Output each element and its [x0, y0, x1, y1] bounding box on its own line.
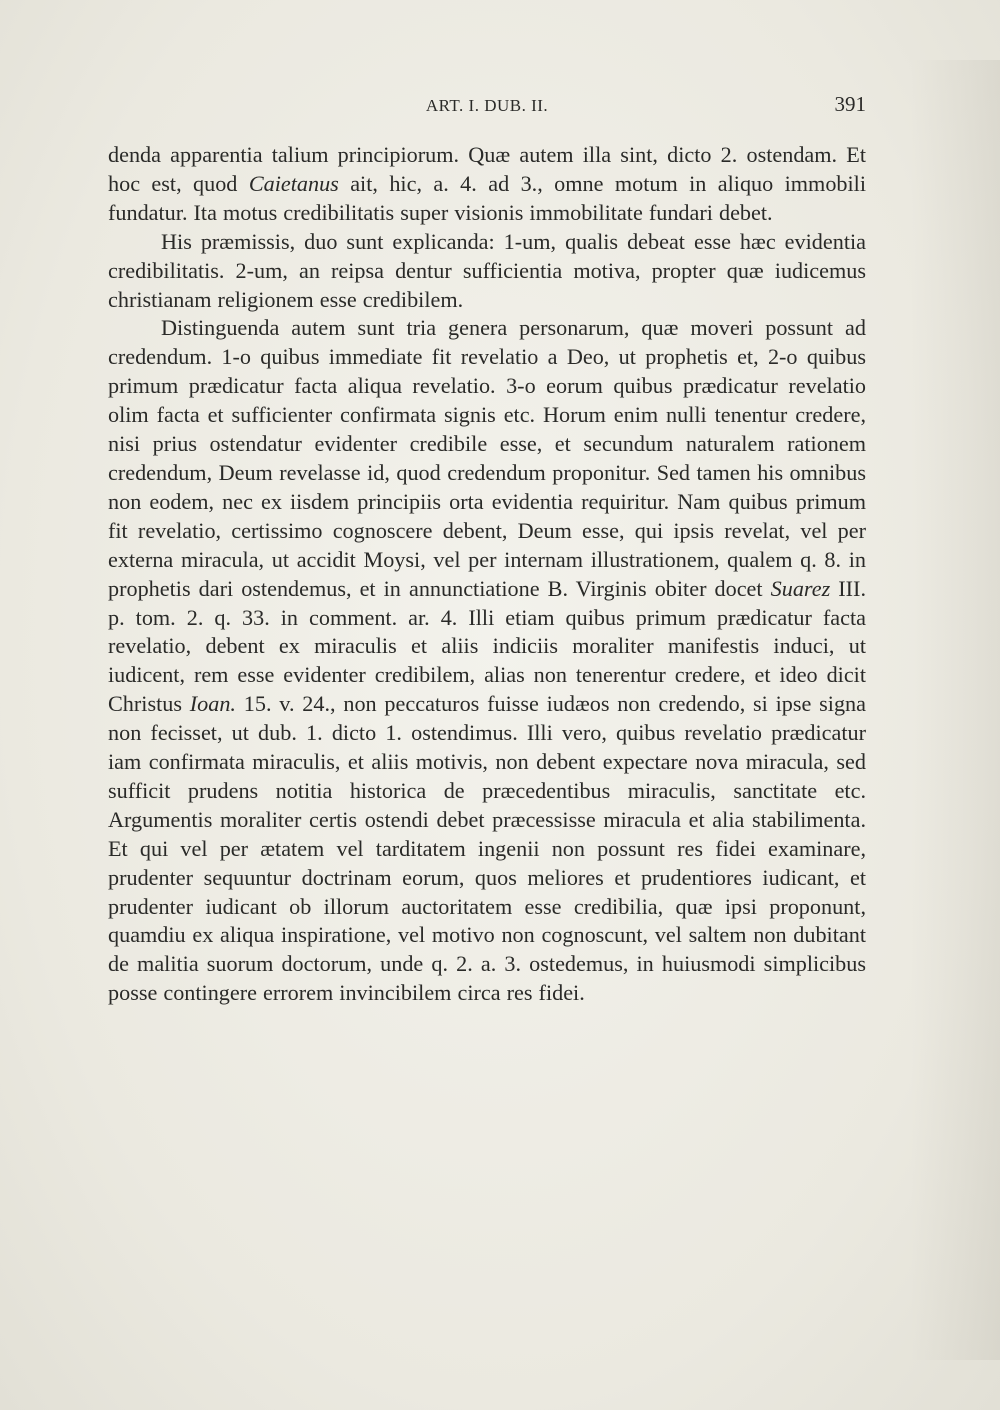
text-run: Distinguenda autem sunt tria genera personarum, quæ moveri possunt ad credendum. 1-o quibus immediate fit revelatio a Deo, ut prophetis et, 2-o quibus primum prædicatur facta aliqua revelatio. 3-o eorum quibus prædicatur revelatio olim facta et sufficienter confirmata signis etc. Horum enim nulli tenentur credere, nisi prius ostendatur evidenter credibile esse, et secundum naturalem rationem credendum, Deum revelasse id, quod credendum proponitur. Sed tamen his omnibus non eodem, nec ex iisdem principiis orta evidentia requiritur. Nam quibus primum fit revelatio, certissimo cognoscere debent, Deum esse, qui ipsis revelat, vel per externa miracula, ut accidit Moysi, vel per internam illustrationem, qualem q. 8. in prophetis dari ostendemus, et in annunctiatione B. Virginis obiter docet: [108, 315, 866, 601]
italic-reference: Caietanus: [248, 170, 339, 196]
paragraph: [108, 141, 866, 228]
text-run: ait, hic, a. 4. ad 3., omne motum in aliquo immobili fundatur. Ita motus credibilitatis super visionis immobilitate fundari debet.: [108, 170, 866, 225]
paragraph: [108, 228, 866, 315]
text-run: His præmissis, duo sunt explicanda: 1-um, qualis debeat esse hæc evidentia credibilitatis. 2-um, an reipsa dentur sufficientia motiva, propter quæ iudicemus christianam religionem esse credibilem.: [108, 228, 866, 312]
paragraph: [108, 314, 866, 1008]
bleed-through-shadow: [910, 60, 1000, 1360]
text-run: III. p. tom. 2. q. 33. in comment. ar. 4. Illi etiam quibus primum prædicatur facta revelatio, debent ex miraculis et aliis indiciis moraliter manifestis induci, ut iudicent, rem esse evidenter credibilem, alias non tenerentur credere, et ideo dicit Christus: [108, 575, 866, 717]
italic-reference: Ioan.: [189, 691, 236, 717]
text-run: denda apparentia talium principiorum. Quæ autem illa sint, dicto 2. ostendam. Et hoc est, quod: [108, 142, 866, 196]
italic-reference: Suarez: [770, 575, 831, 601]
page-header: [108, 92, 866, 122]
body-text: [108, 141, 866, 1008]
text-run: 15. v. 24., non peccaturos fuisse iudæos non credendo, si ipse signa non fecisset, ut dub. 1. dicto 1. ostendimus. Illi vero, quibus revelatio prædicatur iam confirmata miraculis, et aliis motivis, non debent expectare nova miracula, sed sufficit prudens notitia historica de præcedentibus miraculis, sanctitate etc. Argumentis moraliter certis ostendi debet præcessisse miracula et alia stabilimenta. Et qui vel per ætatem vel tarditatem ingenii non possunt res fidei examinare, prudenter sequuntur doctrinam eorum, quos meliores et prudentiores iudicant, et prudenter iudicant ob illorum auctoritatem esse credibilia, quæ ipsi proponunt, quamdiu ex aliqua inspiratione, vel motivo non cognoscunt, vel saltem non dubitant de malitia suorum doctorum, unde q. 2. a. 3. ostedemus, in huiusmodi simplicibus posse contingere errorem invincibilem circa res fidei.: [108, 691, 866, 1006]
page-number: 391: [834, 92, 866, 116]
running-head: ART. I. DUB. II.: [425, 96, 549, 115]
